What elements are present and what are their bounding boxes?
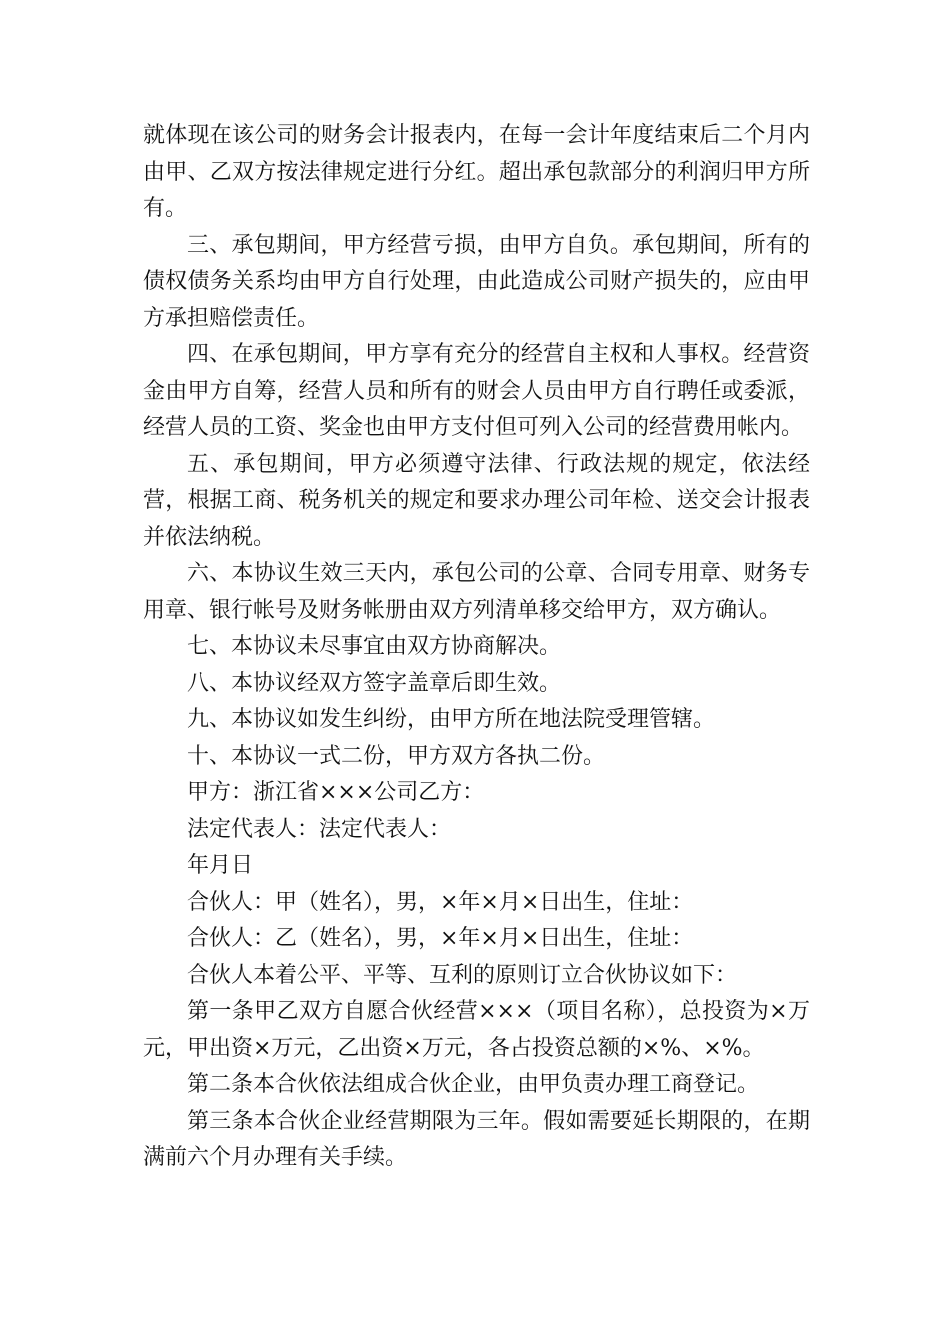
partner-a-line: 合伙人：甲（姓名），男，×年×月×日出生，住址： — [187, 889, 694, 915]
signature-date-line: 年月日 — [187, 853, 254, 878]
partnership-article-3: 第三条本合伙企业经营期限为三年。假如需要延长期限的，在期满前六个月办理有关手续。 — [143, 1108, 810, 1170]
paragraph-clause-7: 七、本协议未尽事宜由双方协商解决。 — [187, 634, 562, 659]
paragraph-clause-5: 五、承包期间，甲方必须遵守法律、行政法规的规定，依法经营，根据工商、税务机关的规定和要求办理公司年检、送交会计报表并依法纳税。 — [143, 451, 810, 550]
paragraph-clause-3: 三、承包期间，甲方经营亏损，由甲方自负。承包期间，所有的债权债务关系均由甲方自行处理，由此造成公司财产损失的，应由甲方承担赔偿责任。 — [143, 232, 810, 331]
paragraph-clause-10: 十、本协议一式二份，甲方双方各执二份。 — [187, 743, 606, 769]
partnership-preamble: 合伙人本着公平、平等、互利的原则订立合伙协议如下： — [187, 962, 738, 988]
paragraph-clause-8: 八、本协议经双方签字盖章后即生效。 — [187, 670, 562, 696]
paragraph-profit-continuation: 就体现在该公司的财务会计报表内，在每一会计年度结束后二个月内由甲、乙双方按法律规定进行分红。超出承包款部分的利润归甲方所有。 — [143, 123, 810, 221]
paragraph-clause-9: 九、本协议如发生纠纷，由甲方所在地法院受理管辖。 — [187, 707, 716, 732]
paragraph-clause-6: 六、本协议生效三天内，承包公司的公章、合同专用章、财务专用章、银行帐号及财务帐册由双方列清单移交给甲方，双方确认。 — [143, 561, 810, 623]
partner-b-line: 合伙人：乙（姓名），男，×年×月×日出生，住址： — [187, 926, 694, 951]
partnership-article-1: 第一条甲乙双方自愿合伙经营×××（项目名称），总投资为×万元，甲出资×万元，乙出资×万元，各占投资总额的×%、×%。 — [143, 999, 810, 1061]
partnership-article-2: 第二条本合伙依法组成合伙企业，由甲负责办理工商登记。 — [187, 1072, 760, 1097]
paragraph-clause-4: 四、在承包期间，甲方享有充分的经营自主权和人事权。经营资金由甲方自筹，经营人员和所有的财会人员由甲方自行聘任或委派，经营人员的工资、奖金也由甲方支付但可列入公司的经营费用帐内。 — [143, 342, 810, 440]
signature-representatives-line: 法定代表人：法定代表人： — [187, 816, 452, 842]
signature-parties-line: 甲方：浙江省×××公司乙方： — [187, 780, 485, 805]
